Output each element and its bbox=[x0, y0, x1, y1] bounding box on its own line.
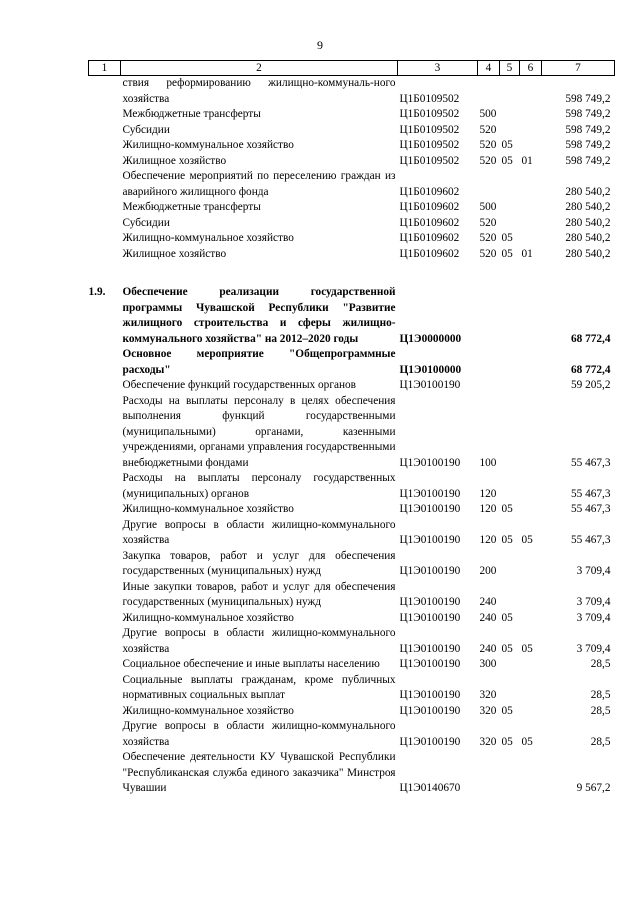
row-index bbox=[89, 719, 121, 750]
row-section bbox=[500, 580, 520, 611]
table-row bbox=[89, 719, 615, 750]
column-header: 3 bbox=[398, 61, 478, 76]
row-subsection bbox=[520, 200, 542, 216]
row-subsection bbox=[520, 76, 542, 108]
row-amount: 28,5 bbox=[590, 689, 611, 701]
table-row bbox=[89, 200, 615, 216]
row-section: 05 bbox=[501, 154, 513, 167]
row-name: Жилищно-коммунальное хозяйство bbox=[122, 139, 294, 151]
table-row bbox=[89, 378, 615, 394]
row-index bbox=[89, 107, 121, 123]
row-code: Ц1Э0140670 bbox=[399, 782, 461, 794]
row-subsection bbox=[520, 673, 542, 704]
row-section bbox=[500, 123, 520, 139]
row-subsection bbox=[520, 750, 542, 797]
row-section bbox=[500, 673, 520, 704]
row-subsection bbox=[520, 216, 542, 232]
row-index bbox=[89, 750, 121, 797]
row-type-code: 100 bbox=[479, 456, 497, 469]
row-subsection bbox=[520, 231, 542, 247]
row-index bbox=[89, 673, 121, 704]
row-amount: 3 709,4 bbox=[576, 611, 611, 624]
row-code: Ц1Э0100190 bbox=[399, 487, 461, 500]
row-section: 05 bbox=[501, 735, 513, 748]
table-row bbox=[89, 611, 615, 627]
row-name: Жилищно-коммунальное хозяйство bbox=[122, 503, 294, 515]
row-name: Другие вопросы в области жилищно-коммунального хозяйства bbox=[122, 627, 396, 655]
row-type-code bbox=[478, 76, 500, 108]
row-index: 1.9. bbox=[88, 286, 106, 298]
row-section bbox=[500, 657, 520, 673]
row-section: 05 bbox=[501, 247, 513, 260]
row-type-code: 520 bbox=[479, 216, 497, 229]
row-section bbox=[500, 107, 520, 123]
row-amount: 68 772,4 bbox=[570, 363, 611, 376]
row-type-code: 200 bbox=[479, 565, 497, 577]
row-index bbox=[89, 76, 121, 108]
row-section bbox=[500, 549, 520, 580]
row-subsection bbox=[520, 285, 542, 347]
row-type-code bbox=[478, 285, 500, 347]
spacer-cell bbox=[89, 262, 615, 285]
row-amount: 598 749,2 bbox=[565, 123, 611, 136]
row-code: Ц1Э0100000 bbox=[399, 363, 462, 376]
row-type-code: 320 bbox=[479, 704, 497, 717]
row-type-code: 320 bbox=[479, 689, 497, 701]
column-header: 1 bbox=[89, 61, 121, 76]
table-row bbox=[89, 285, 615, 347]
row-section bbox=[500, 216, 520, 232]
row-index bbox=[89, 704, 121, 720]
row-code: Ц1Б0109502 bbox=[399, 154, 460, 167]
row-subsection bbox=[520, 394, 542, 472]
row-amount: 598 749,2 bbox=[565, 154, 611, 167]
row-code: Ц1Б0109502 bbox=[399, 108, 460, 120]
row-code: Ц1Э0100190 bbox=[399, 611, 461, 624]
row-index bbox=[89, 471, 121, 502]
row-index bbox=[89, 502, 121, 518]
row-name: Жилищно-коммунальное хозяйство bbox=[122, 704, 294, 717]
row-type-code: 120 bbox=[479, 534, 497, 546]
table-row bbox=[89, 247, 615, 263]
row-code: Ц1Э0100190 bbox=[399, 689, 461, 701]
row-name: Обеспечение мероприятий по переселению граждан из аварийного жилищного фонда bbox=[122, 170, 396, 198]
row-name: Социальные выплаты гражданам, кроме публичных нормативных социальных выплат bbox=[122, 673, 396, 701]
row-subsection: 05 bbox=[521, 642, 533, 655]
row-index bbox=[89, 138, 121, 154]
row-code: Ц1Э0100190 bbox=[399, 735, 461, 748]
row-name: Основное мероприятие "Общепрограммные расходы" bbox=[122, 348, 396, 376]
table-row bbox=[89, 673, 615, 704]
row-section: 05 bbox=[501, 503, 513, 515]
row-name: Жилищно-коммунальное хозяйство bbox=[122, 611, 294, 624]
row-code: Ц1Б0109602 bbox=[399, 247, 460, 260]
row-amount: 3 709,4 bbox=[576, 596, 611, 608]
row-section bbox=[500, 471, 520, 502]
row-section: 05 bbox=[501, 534, 513, 546]
row-section: 05 bbox=[501, 642, 513, 655]
row-name: Жилищное хозяйство bbox=[122, 154, 227, 167]
column-header: 6 bbox=[520, 61, 542, 76]
row-index bbox=[89, 123, 121, 139]
row-name: Межбюджетные трансферты bbox=[122, 108, 261, 120]
page-number: 9 bbox=[317, 38, 323, 52]
row-code: Ц1Э0100190 bbox=[399, 642, 461, 655]
table-row bbox=[89, 626, 615, 657]
row-amount: 68 772,4 bbox=[570, 332, 611, 345]
row-amount: 28,5 bbox=[590, 735, 611, 748]
row-type-code: 120 bbox=[479, 503, 497, 515]
row-amount: 280 540,2 bbox=[565, 201, 611, 213]
row-amount: 280 540,2 bbox=[565, 232, 611, 244]
row-amount: 55 467,3 bbox=[570, 456, 611, 469]
row-amount: 28,5 bbox=[590, 704, 611, 717]
row-name: Обеспечение функций государственных органов bbox=[122, 379, 357, 391]
row-amount: 598 749,2 bbox=[565, 108, 611, 120]
row-code: Ц1Б0109602 bbox=[399, 201, 460, 213]
row-section bbox=[500, 169, 520, 200]
row-subsection: 01 bbox=[521, 247, 533, 260]
row-index bbox=[89, 549, 121, 580]
row-subsection: 05 bbox=[521, 735, 533, 748]
row-amount: 3 709,4 bbox=[576, 565, 611, 577]
row-index bbox=[89, 580, 121, 611]
row-type-code: 240 bbox=[479, 596, 497, 608]
row-index bbox=[89, 657, 121, 673]
row-section: 05 bbox=[501, 232, 513, 244]
table-row bbox=[89, 502, 615, 518]
column-header: 5 bbox=[500, 61, 520, 76]
row-amount: 55 467,3 bbox=[570, 503, 611, 515]
row-code: Ц1Б0109502 bbox=[399, 92, 460, 105]
row-code: Ц1Э0100190 bbox=[399, 534, 461, 546]
row-code: Ц1Э0100190 bbox=[399, 379, 461, 391]
row-amount: 59 205,2 bbox=[570, 379, 611, 391]
budget-table bbox=[88, 60, 615, 797]
spacer-row bbox=[89, 262, 615, 285]
row-amount: 280 540,2 bbox=[565, 185, 611, 198]
row-index bbox=[89, 231, 121, 247]
row-index bbox=[89, 394, 121, 472]
row-type-code: 500 bbox=[479, 108, 497, 120]
row-subsection bbox=[520, 107, 542, 123]
row-name: Расходы на выплаты персоналу в целях обеспечения выполнения функций государственными (муниципальными) органами, казенными учреждениями, органами управления государственными внебюджетными фондами bbox=[122, 394, 396, 469]
table-row bbox=[89, 169, 615, 200]
row-type-code: 240 bbox=[479, 611, 497, 624]
row-section bbox=[500, 394, 520, 472]
row-section bbox=[500, 76, 520, 108]
row-code: Ц1Э0100190 bbox=[399, 456, 461, 469]
row-subsection bbox=[520, 169, 542, 200]
row-code: Ц1Б0109502 bbox=[399, 139, 460, 151]
row-code: Ц1Э0100190 bbox=[399, 503, 461, 515]
table-row bbox=[89, 138, 615, 154]
row-subsection bbox=[520, 502, 542, 518]
row-type-code: 520 bbox=[479, 232, 497, 244]
table-row bbox=[89, 347, 615, 378]
row-subsection bbox=[520, 580, 542, 611]
row-code: Ц1Э0100190 bbox=[399, 596, 461, 608]
row-index bbox=[89, 378, 121, 394]
row-amount: 55 467,3 bbox=[570, 534, 611, 546]
row-name: Иные закупки товаров, работ и услуг для обеспечения государственных (муниципальных) нужд bbox=[122, 580, 396, 608]
table-row bbox=[89, 107, 615, 123]
row-index bbox=[89, 626, 121, 657]
row-amount: 280 540,2 bbox=[565, 216, 611, 229]
row-code: Ц1Б0109602 bbox=[399, 185, 460, 198]
row-subsection: 05 bbox=[521, 534, 533, 546]
row-code: Ц1Э0100190 bbox=[399, 704, 461, 717]
row-index bbox=[89, 347, 121, 378]
row-section bbox=[500, 378, 520, 394]
row-name: Социальное обеспечение и иные выплаты населению bbox=[122, 658, 380, 670]
row-name: ствия реформированию жилищно-коммуналь-ного хозяйства bbox=[122, 77, 396, 105]
row-type-code bbox=[478, 169, 500, 200]
row-section: 05 bbox=[501, 139, 513, 151]
column-header: 4 bbox=[478, 61, 500, 76]
row-subsection bbox=[520, 657, 542, 673]
table-row bbox=[89, 394, 615, 472]
row-subsection bbox=[520, 471, 542, 502]
row-code: Ц1Б0109602 bbox=[399, 216, 460, 229]
row-name: Закупка товаров, работ и услуг для обеспечения государственных (муниципальных) нужд bbox=[122, 549, 396, 577]
row-subsection bbox=[520, 138, 542, 154]
table-row bbox=[89, 216, 615, 232]
row-type-code: 240 bbox=[479, 642, 497, 655]
table-row bbox=[89, 750, 615, 797]
row-code: Ц1Б0109602 bbox=[399, 232, 460, 244]
table-row bbox=[89, 518, 615, 549]
table-header-row bbox=[89, 61, 615, 76]
table-body bbox=[89, 76, 615, 797]
row-code: Ц1Э0000000 bbox=[399, 332, 462, 345]
table-row bbox=[89, 657, 615, 673]
row-subsection bbox=[520, 123, 542, 139]
row-code: Ц1Э0100190 bbox=[399, 658, 461, 670]
table-row bbox=[89, 549, 615, 580]
table-row bbox=[89, 76, 615, 108]
row-index bbox=[89, 216, 121, 232]
row-subsection bbox=[520, 549, 542, 580]
table-row bbox=[89, 231, 615, 247]
row-subsection bbox=[520, 347, 542, 378]
row-type-code: 120 bbox=[479, 487, 497, 500]
row-amount: 3 709,4 bbox=[576, 642, 611, 655]
row-name: Жилищное хозяйство bbox=[122, 247, 227, 260]
row-name: Межбюджетные трансферты bbox=[122, 201, 261, 213]
row-name: Субсидии bbox=[122, 216, 170, 229]
row-type-code: 520 bbox=[479, 123, 497, 136]
row-amount: 28,5 bbox=[590, 658, 611, 670]
row-section bbox=[500, 347, 520, 378]
row-index bbox=[89, 247, 121, 263]
row-section bbox=[500, 200, 520, 216]
row-name: Обеспечение деятельности КУ Чувашской Республики "Республиканская служба единого заказчика" Минстроя Чувашии bbox=[122, 751, 396, 794]
row-name: Расходы на выплаты персоналу государственных (муниципальных) органов bbox=[122, 472, 396, 500]
table-row bbox=[89, 580, 615, 611]
table-row bbox=[89, 704, 615, 720]
row-index bbox=[89, 154, 121, 170]
row-name: Другие вопросы в области жилищно-коммунального хозяйства bbox=[122, 518, 396, 546]
table-row bbox=[89, 471, 615, 502]
row-amount: 9 567,2 bbox=[576, 782, 611, 794]
row-type-code: 520 bbox=[479, 154, 497, 167]
row-index bbox=[89, 518, 121, 549]
row-index bbox=[89, 611, 121, 627]
row-subsection bbox=[520, 611, 542, 627]
row-type-code: 500 bbox=[479, 201, 497, 213]
column-header: 7 bbox=[542, 61, 615, 76]
row-section bbox=[500, 750, 520, 797]
row-code: Ц1Э0100190 bbox=[399, 565, 461, 577]
row-name: Другие вопросы в области жилищно-коммунального хозяйства bbox=[122, 720, 396, 748]
row-amount: 598 749,2 bbox=[565, 139, 611, 151]
row-type-code: 300 bbox=[479, 658, 497, 670]
row-section: 05 bbox=[501, 704, 513, 717]
row-index bbox=[89, 169, 121, 200]
row-amount: 280 540,2 bbox=[565, 247, 611, 260]
row-section bbox=[500, 285, 520, 347]
row-amount: 55 467,3 bbox=[570, 487, 611, 500]
row-type-code: 320 bbox=[479, 735, 497, 748]
row-name: Жилищно-коммунальное хозяйство bbox=[122, 232, 294, 244]
row-subsection bbox=[520, 704, 542, 720]
row-subsection bbox=[520, 378, 542, 394]
row-name: Субсидии bbox=[122, 123, 170, 136]
row-name: Обеспечение реализации государственной программы Чувашской Республики "Развитие жилищного строительства и сферы жилищно-коммунального хозяйства" на 2012–2020 годы bbox=[122, 286, 396, 345]
row-section: 05 bbox=[501, 611, 513, 624]
row-code: Ц1Б0109502 bbox=[399, 123, 460, 136]
row-type-code bbox=[478, 347, 500, 378]
column-header: 2 bbox=[121, 61, 398, 76]
row-amount: 598 749,2 bbox=[565, 92, 611, 105]
table-row bbox=[89, 154, 615, 170]
row-type-code bbox=[478, 750, 500, 797]
row-type-code bbox=[478, 378, 500, 394]
row-type-code: 520 bbox=[479, 247, 497, 260]
table-row bbox=[89, 123, 615, 139]
row-subsection: 01 bbox=[521, 154, 533, 167]
row-index bbox=[89, 200, 121, 216]
row-type-code: 520 bbox=[479, 139, 497, 151]
